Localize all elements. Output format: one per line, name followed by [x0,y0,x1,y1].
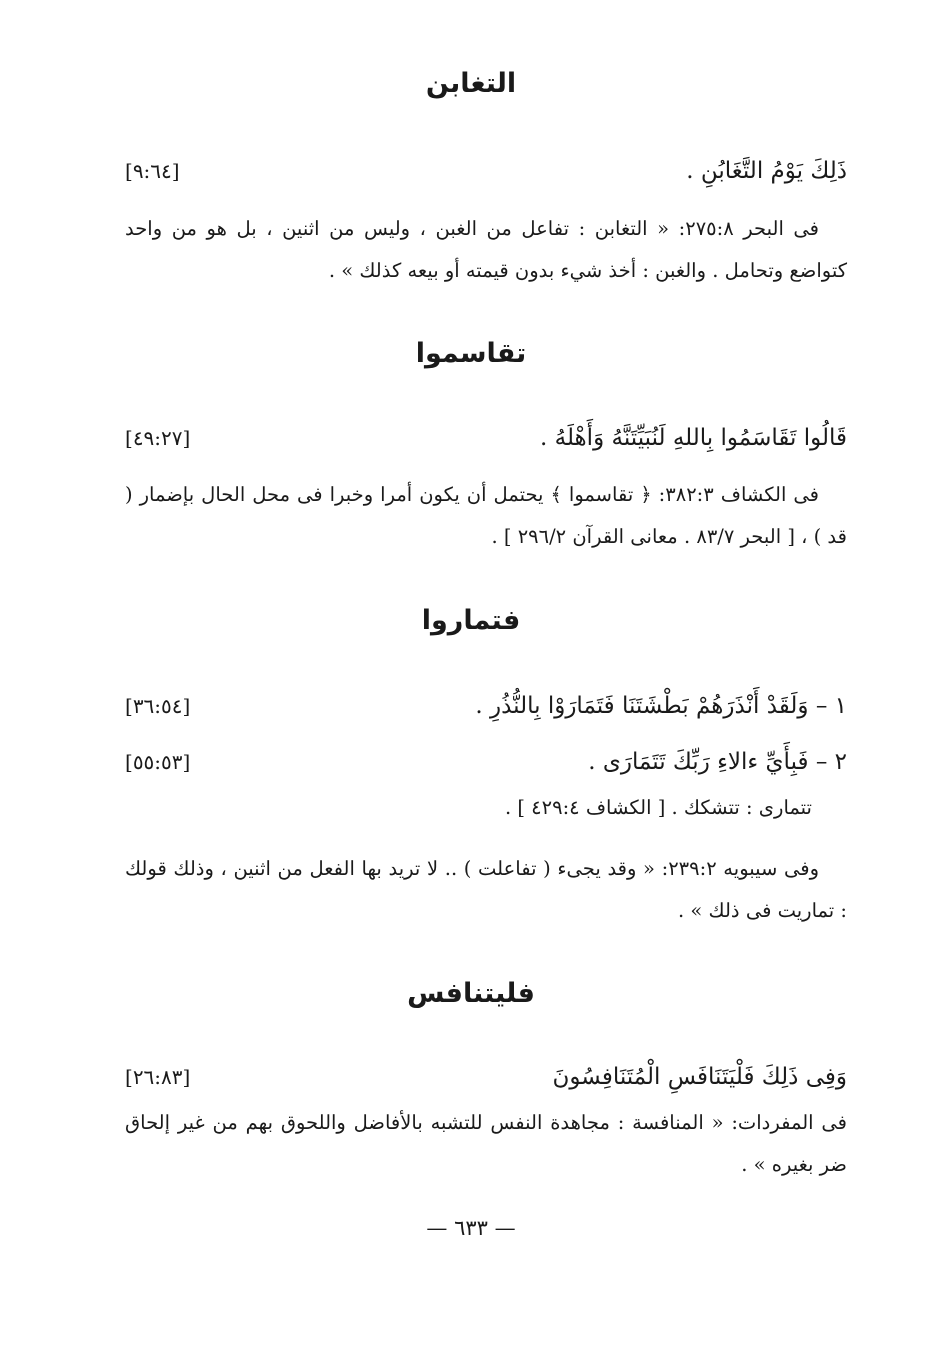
section-heading-fatamaraw: فتماروا [421,605,521,636]
verse-text: ٢ – فَبِأَيِّ ءالاءِ رَبِّكَ تَتَمَارَى . [588,749,847,775]
commentary-paragraph: فى البحر ٢٧٥:٨: « التغابن : تفاعل من الغبن ، وليس من اثنين ، بل هو من واحد كتواضع وتحامل . والغبن : أخذ شيء بدون قيمته أو بيعه كذلك » . [125,217,847,282]
commentary-paragraph: فى المفردات: « المنافسة : مجاهدة النفس للتشبه بالأفاضل واللحوق بهم من غير إلحاق ضر بغيره » . [125,1111,847,1176]
verse-text: ١ – وَلَقَدْ أَنْذَرَهُمْ بَطْشَتَنَا فَتَمَارَوْا بِالنُّذُرِ . [475,693,847,719]
section-heading-taqasamu: تقاسموا [415,338,527,369]
verse-row [125,742,847,782]
gloss-note: تتمارى : تتشكك . [ الكشاف ٤٢٩:٤ ] . [504,796,812,819]
verse-text: وَفِى ذَلِكَ فَلْيَتَنَافَسِ الْمُتَنَافِسُونَ [552,1064,847,1090]
section-heading-taghabun: التغابن [425,68,517,99]
section-heading-falyatanafas: فليتنافس [407,978,535,1009]
verse-reference: [٥٥:٥٣] [125,750,191,774]
verse-row [125,151,847,191]
commentary-paragraph: فى الكشاف ٣٨٢:٣: ﴿ تقاسموا ﴾ يحتمل أن يكون أمرا وخبرا فى محل الحال بإضمار ( قد ) ، [ البحر ٨٣/٧ . معانى القرآن ٢٩٦/٢ ] . [125,483,847,548]
verse-reference: [٤٩:٢٧] [125,426,191,450]
verse-text: ذَلِكَ يَوْمُ التَّغَابُنِ . [686,158,847,184]
commentary-paragraph: وفى سيبويه ٢٣٩:٢: « وقد يجىء ( تفاعلت ) .. لا تريد بها الفعل من اثنين ، وذلك قولك : تماريت فى ذلك » . [125,857,847,922]
verse-reference: [٣٦:٥٤] [125,694,191,718]
verse-row [125,418,847,458]
verse-text: قَالُوا تَقَاسَمُوا بِاللهِ لَنُبَيِّتَنَّهُ وَأَهْلَهُ . [539,425,847,451]
verse-reference: [٩:٦٤] [125,159,180,183]
verse-reference: [٢٦:٨٣] [125,1065,191,1089]
verse-row [125,1057,847,1097]
verse-row [125,686,847,726]
page-number: — ٦٣٣ — [426,1216,516,1240]
